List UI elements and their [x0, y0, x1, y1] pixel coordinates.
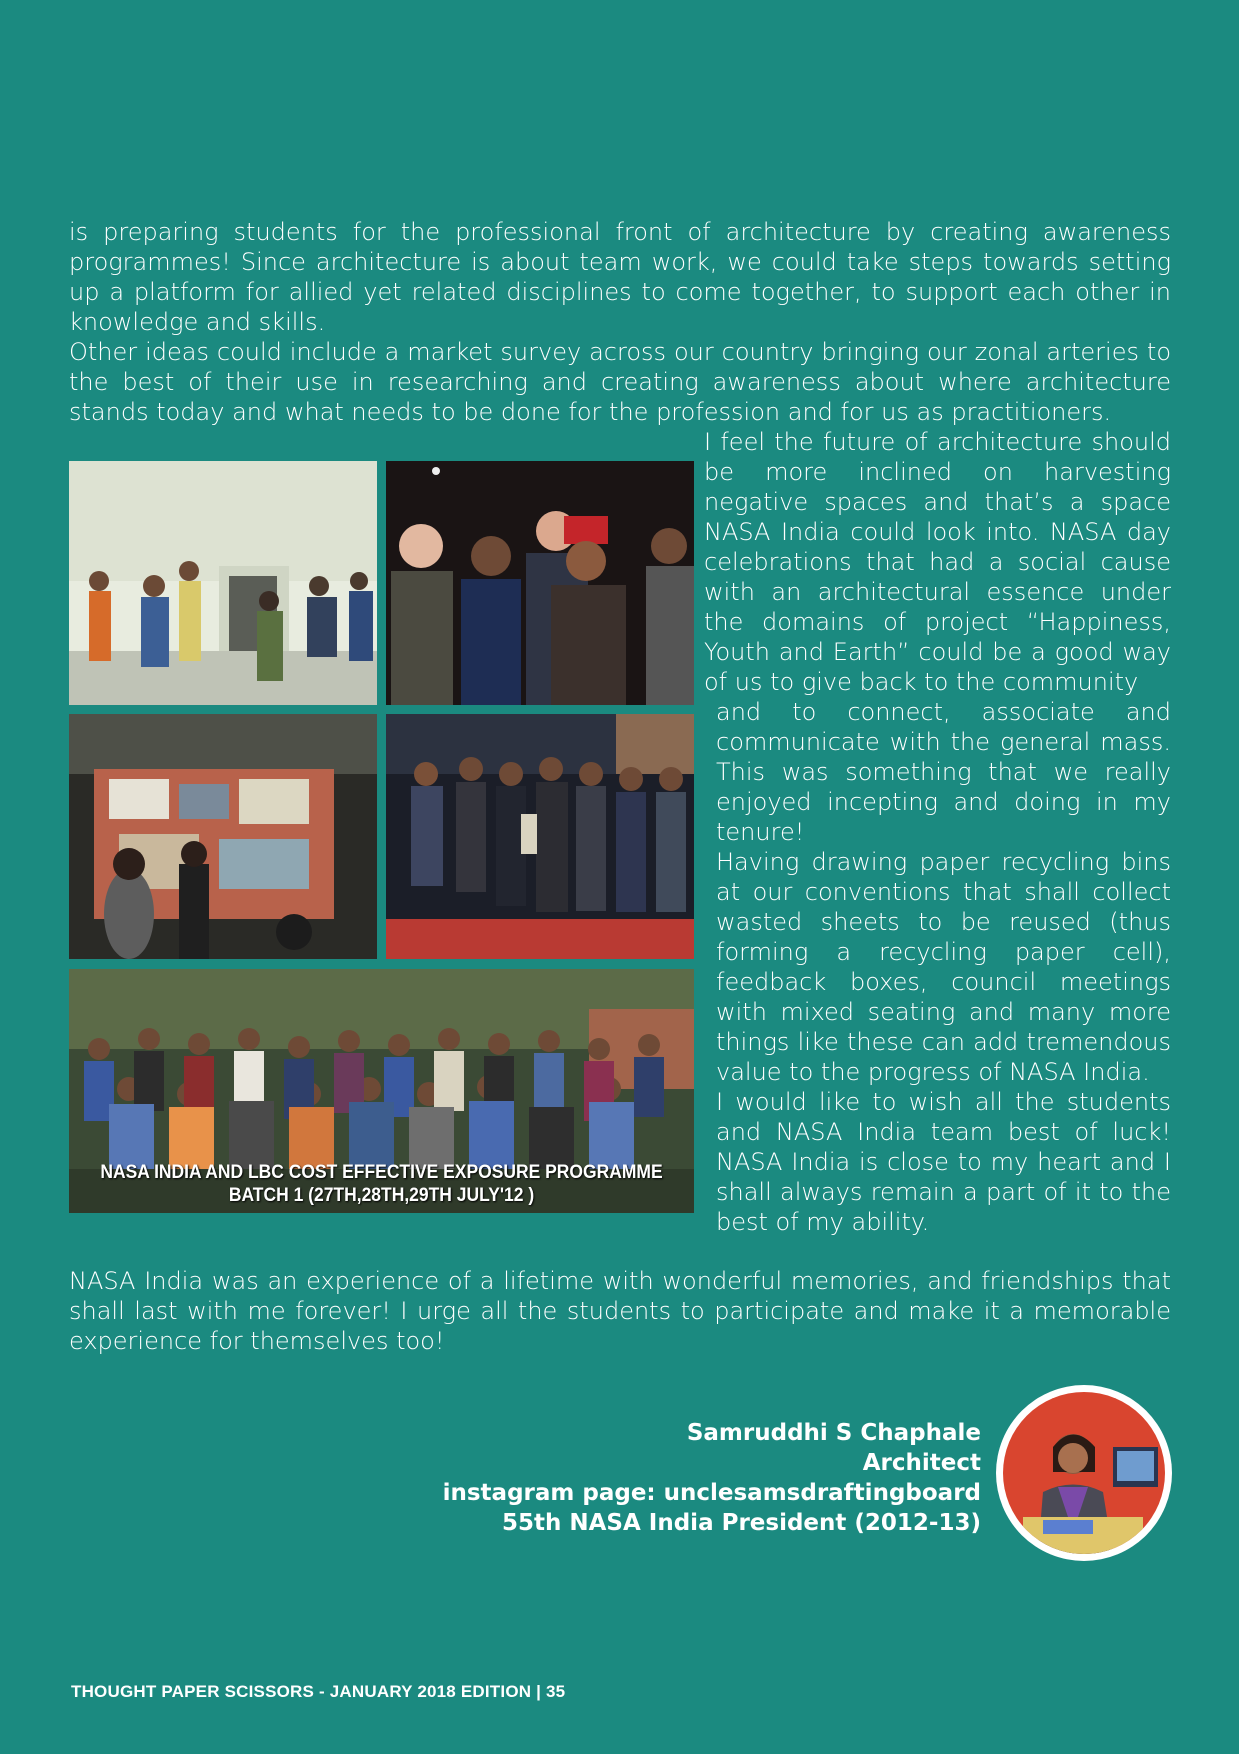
- photo-exhibition: [69, 714, 377, 959]
- author-title: 55th NASA India President (2012-13): [501, 1510, 981, 1536]
- photo-award-ceremony: [386, 714, 694, 959]
- caption-line-2: BATCH 1 (27TH,28TH,29TH JULY'12 ): [228, 1185, 535, 1206]
- paragraph-7: NASA India was an experience of a lifetime with wonderful memories, and friendships that shall last with me forever! I urge all the students to participate and make it a memorable experience for themselves too!: [69, 1267, 1171, 1355]
- page-footer: THOUGHT PAPER SCISSORS - JANUARY 2018 EDITION | 35: [71, 1682, 566, 1701]
- caption-line-1: NASA INDIA AND LBC COST EFFECTIVE EXPOSURE PROGRAMME: [100, 1162, 663, 1183]
- author-instagram: instagram page: unclesamsdraftingboard: [442, 1480, 981, 1506]
- paragraph-6: I would like to wish all the students and NASA India team best of luck! NASA India is close to my heart and I shall always remain a part of it to the best of my ability.: [716, 1088, 1171, 1236]
- signature-block: [443, 1418, 981, 1538]
- author-portrait: [996, 1385, 1172, 1561]
- paragraph-4: and to connect, associate and communicate with the general mass. This was something that we really enjoyed incepting and doing in my tenure!: [716, 698, 1171, 846]
- paragraph-3: I feel the future of architecture should be more inclined on harvesting negative spaces and that’s a space NASA India could look into. NASA day celebrations that had a social cause with an architectural essence under the domains of project “Happiness, Youth and Earth” could be a good way of us to give back to the community: [704, 428, 1171, 696]
- paragraph-1: is preparing students for the professional front of architecture by creating awareness programmes! Since architecture is about team work, we could take steps towards setting up a platform for allied yet related disciplines to come together, to support each other in knowledge and skills.: [69, 218, 1171, 336]
- photo-caption: [94, 1161, 669, 1207]
- photo-batch-group: [69, 969, 694, 1213]
- author-name: Samruddhi S Chaphale: [686, 1420, 981, 1446]
- paragraph-5: Having drawing paper recycling bins at our conventions that shall collect wasted sheets to be reused (thus forming a recycling paper cell), feedback boxes, council meetings with mixed seating and many more things like these can add tremendous value to the progress of NASA India.: [716, 848, 1171, 1086]
- paragraph-2: Other ideas could include a market survey across our country bringing our zonal arteries to the best of their use in researching and creating awareness about where architecture stands today and what needs to be done for the profession and for us as practitioners.: [69, 338, 1171, 426]
- photo-group-portrait: [386, 461, 694, 705]
- photo-students-rooftop: [69, 461, 377, 705]
- author-role: Architect: [862, 1450, 981, 1476]
